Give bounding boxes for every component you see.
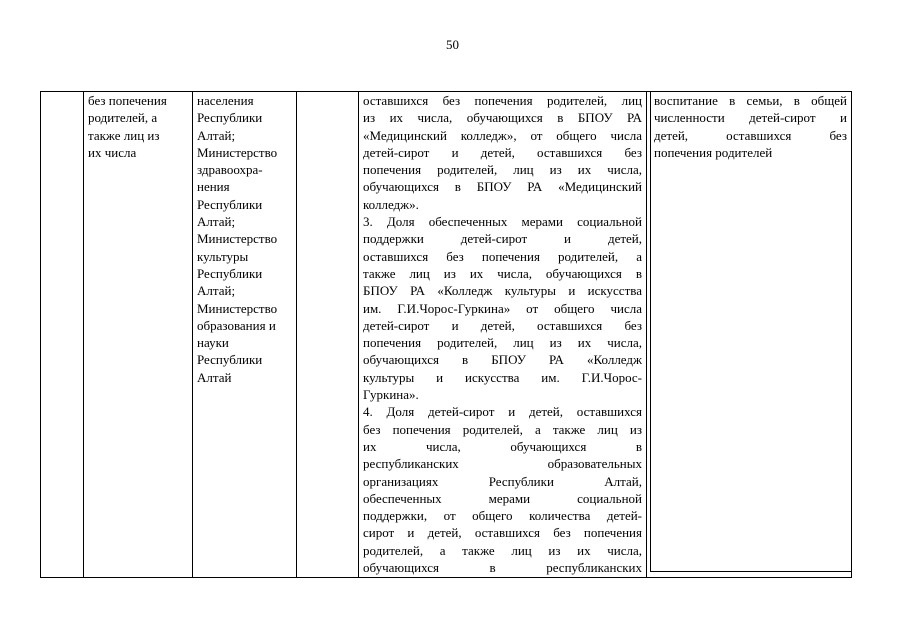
table-cell-subject (88, 92, 188, 161)
cell-line: детей-сирот и детей, оставшихся без (363, 144, 642, 160)
cell-line: образования и (197, 317, 276, 333)
cell-line: Республики (197, 196, 263, 212)
cell-line: детей, оставшихся без (654, 127, 847, 143)
cell-line: воспитание в семьи, в общей (654, 93, 847, 108)
cell-line: родителей, а также лиц из их числа, (363, 542, 642, 558)
page-number: 50 (446, 37, 459, 52)
cell-line: попечения родителей (654, 144, 773, 160)
cell-line: культуры и искусства им. Г.И.Чорос- (363, 369, 642, 385)
cell-line: их числа (88, 144, 137, 160)
cell-line: попечения родителей, лиц из их числа, (363, 162, 642, 178)
cell-line: родителей, а (88, 110, 158, 126)
cell-line: детей-сирот и детей, оставшихся без (363, 317, 642, 333)
cell-line: им. Г.И.Чорос-Гуркина» от общего числа (363, 300, 642, 316)
cell-line: культуры (197, 248, 249, 264)
cell-line: сирот и детей, оставшихся без попечения (363, 525, 642, 541)
table-cell-indicators (363, 92, 642, 576)
cell-line: здравоохра- (197, 162, 263, 178)
cell-line: Республики (197, 352, 263, 368)
cell-line: Республики (197, 110, 263, 126)
cell-line: обучающихся в БПОУ РА «Медицинский (363, 179, 642, 195)
table-cell-results (654, 92, 847, 161)
cell-line: также лиц из их числа, обучающихся в (363, 265, 642, 281)
cell-line: Министерство (197, 231, 278, 247)
column-divider (851, 91, 852, 578)
cell-line: без попечения (88, 93, 167, 108)
cell-line: «Медицинский колледж», от общего числа (363, 127, 642, 143)
cell-line: Гуркина». (363, 387, 419, 403)
cell-line: оставшихся без попечения родителей, а (363, 248, 642, 264)
cell-line: поддержки, от общего количества детей- (363, 508, 642, 524)
cell-line: обеспеченных мерами социальной (363, 490, 642, 506)
column-divider (650, 91, 651, 572)
cell-line: обучающихся в БПОУ РА «Колледж (363, 352, 642, 368)
cell-line: численности детей-сирот и (654, 110, 847, 126)
column-divider (646, 91, 647, 578)
cell-line: населения (197, 93, 254, 108)
cell-line: попечения родителей, лиц из их числа, (363, 335, 642, 351)
column-divider (40, 91, 41, 578)
cell-line: нения (197, 179, 230, 195)
cell-line: 4. Доля детей-сирот и детей, оставшихся (363, 404, 642, 420)
cell-line: без попечения родителей, а также лиц из (363, 421, 642, 437)
cell-line: организациях Республики Алтай, (363, 473, 642, 489)
cell-line: Министерство (197, 300, 278, 316)
cell-line: Министерство (197, 144, 278, 160)
cell-line: оставшихся без попечения родителей, лиц (363, 93, 642, 108)
column-divider (192, 91, 193, 578)
cell-line: также лиц из (88, 127, 160, 143)
cell-line: их числа, обучающихся в (363, 438, 642, 454)
cell-line: Республики (197, 265, 263, 281)
cell-line: 3. Доля обеспеченных мерами социальной (363, 214, 642, 230)
table-bottom-border (40, 577, 852, 578)
cell-line: поддержки детей-сирот и детей, (363, 231, 642, 247)
cell-line: Алтай; (197, 127, 236, 143)
cell-line: обучающихся в республиканских (363, 560, 642, 576)
cell-line: Алтай (197, 369, 232, 385)
cell-line: Алтай; (197, 283, 236, 299)
column-divider (83, 91, 84, 578)
table-cell-executors (197, 92, 293, 386)
cell-line: Алтай; (197, 214, 236, 230)
cell-6-bottom-border (650, 571, 852, 572)
cell-line: республиканских образовательных (363, 456, 642, 472)
cell-line: БПОУ РА «Колледж культуры и искусства (363, 283, 642, 299)
cell-line: колледж». (363, 196, 419, 212)
cell-line: науки (197, 335, 229, 351)
column-divider (296, 91, 297, 578)
cell-line: из их числа, обучающихся в БПОУ РА (363, 110, 642, 126)
column-divider (358, 91, 359, 578)
